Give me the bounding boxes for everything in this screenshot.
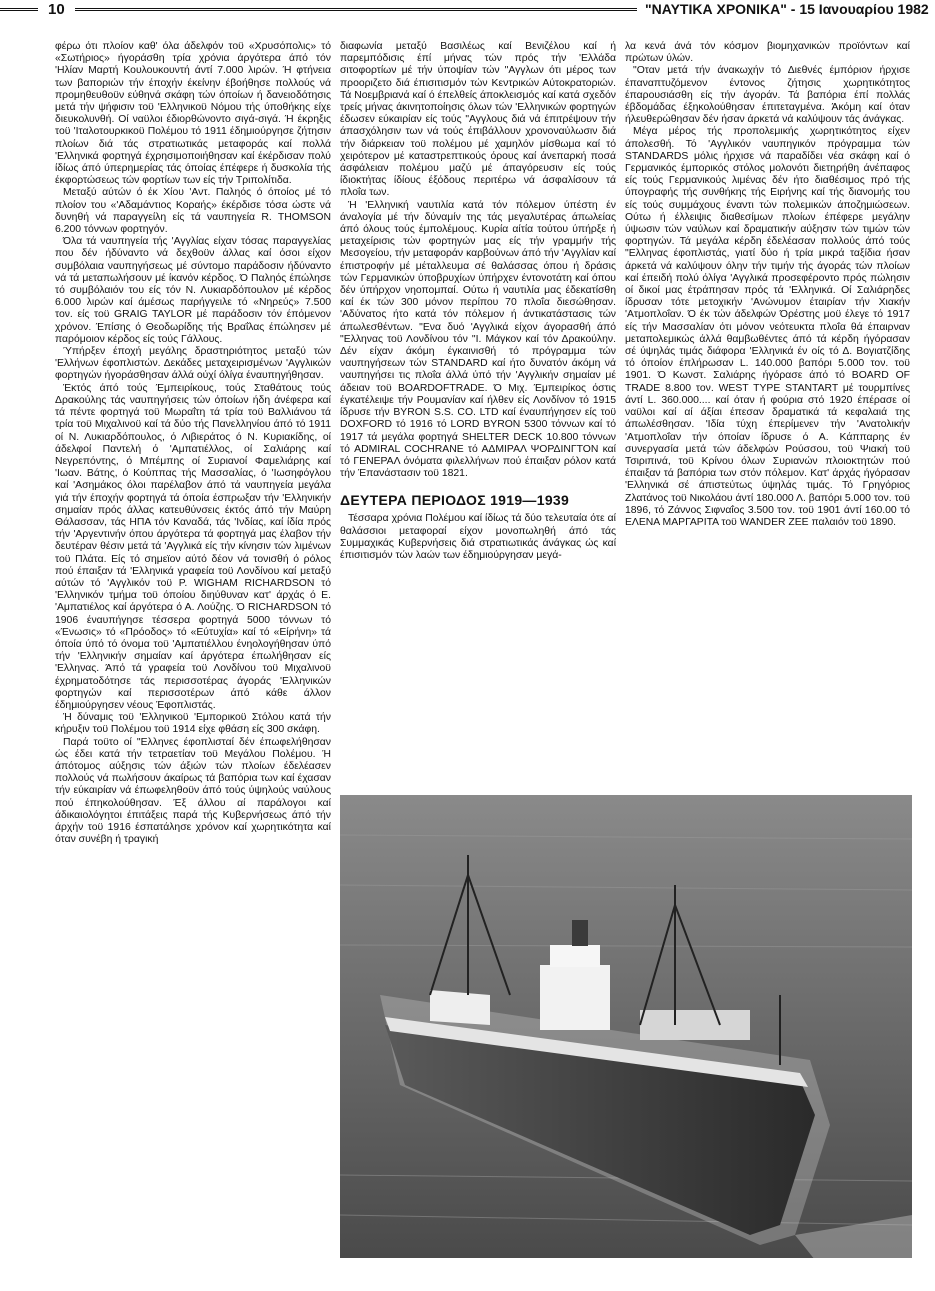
paragraph: Έκτός άπό τούς Έμπειρίκους, τούς Σταθάτους τούς Δρακούλης τάς ναυπηγήσεις τών όποίων ήδη άνέφερα καί τά πέντε φορτηγά τοϋ Μωραΐτη τά τρία τοϋ Βαλλιάνου τά τρία τοϋ Μιχαλινοϋ καί τά δύο τής Πανελληνίου άπό τό 1911 οί Ν. Λυκιαρδόπουλος, ό Λιβιεράτος ό Ν. Κυριακίδης, οί άδελφοί Παντελή ό 'Αμπατιέλλος, οί Σαλιάρης καί Νεγρεπόντης, ό Μπέμπης οί Συριανοί Φαμελιάρης καί 'Ιωαν. Βάτης, ό Κούππας τής Μασσαλίας, ό 'Ιωσηφόγλου καί 'Ασημάκος όλοι παρέλαβον άπό τά ναυπηγεία μεγάλα γιά τήν έποχήν φορτηγά τά όποία έσπρωξαν τήν 'Ελληνικήν σημαίαν πρός άλλας κατευθύνσεις έκτός άπό τήν Μαύρη Θάλασσαν, τάς ΗΠΑ τόν Καναδά, τάς 'Ινδίας, καί ίδία πρός τήν 'Αργεντινήν όπου άργότερα τά φορτηγά μας έλαβον τήν δευτέραν θέσιν μετά τά 'Αγγλικά είς τήν κίνησιν τών λιμένων τοϋ Πλάτα. Είς τό σημεϊον αύτό δέον νά τονισθή ό ρόλος πού έπαιξαν τά 'Ελληνικά γραφεία τοϋ Λονδίνου καί μεταξύ αύτών τό 'Αγγλικόν τοϋ P. WIGHAM RICHARDSON τό 'Ελληνικόν τμήμα τοϋ όποίου διηύθυναν κατ' άρχάς ό Ε. 'Αμπατιέλος καί άργότερα ό Α. Λούζης. Ό RICHARDSON τό 1906 έναυπήγησε τέσσερα φορτηγά 5000 τόννων τό «Ένωσις» τό «Πρόοδος» τό «Εύτυχία» καί τό «Είρήνη» τά όποία ύπό τό όνομα τοϋ 'Αμπατιέλλου ένηολογήθησαν ύπό τήν 'Ελληνικήν σημαίαν καί άργότερα έπωλήθησαν είς 'Ελληνας. Άπό τά γραφεία τοϋ Λονδίνου τοϋ Μιχαλινοϋ έχρηματοδότησε τάς περισσοτέρας άγοράς 'Ελληνικών φορτηγών καί περισσοτέρων άπό κάθε άλλον έδημιούργησεν νέους Έφοπλιστάς. [55, 382, 331, 711]
ship-illustration [340, 795, 912, 1258]
paragraph: Ή δύναμις τοϋ 'Ελληνικοϋ 'Εμπορικοϋ Στόλου κατά τήν κήρυξιν τοϋ Πολέμου τοϋ 1914 είχε φθάση είς 300 σκάφη. [55, 712, 331, 736]
paragraph: λα κενά άνά τόν κόσμον βιομηχανικών προϊόντων καί πρώτων ύλών. [625, 41, 910, 65]
header-rule-middle [75, 8, 637, 11]
paragraph: Ύπήρξεν έποχή μεγάλης δραστηριότητος μεταξύ τών 'Ελλήνων έφοπλιστών. Δεκάδες μεταχειρισμένων 'Αγγλικών φορτηγών ήγοράσθησαν άλλά ούχί όλίγα έναυπηγήθησαν. [55, 346, 331, 382]
header-rule-left [0, 8, 38, 11]
page-header [0, 0, 935, 22]
column-3 [625, 41, 910, 529]
paragraph: Παρά τοϋτο οί "Ελληνες έφοπλισταί δέν έπωφελήθησαν ώς έδει κατά τήν τετραετίαν τοϋ Μεγάλου Πολέμου. Ή άπότομος αύξησις τών άξιών τών πλοίων έδελέασεν πολλούς νά πωλήσουν άκαίρως τά βαπόρια των καί έχασαν τήν εύκαιρίαν νά έπωφεληθοϋν άπό τούς ύψηλούς ναύλους πού έπηκολούθησαν. Έξ άλλου αί παράλογοι καί άδικαιολόγητοι έπιτάξεις παρά τής Κυβερνήσεως άπό τήν άρχήν τοϋ 1916 έσπατάλησε χρόνον καί χωρητικότητα καί όταν συνέβη ή τραγική [55, 736, 331, 846]
column-1 [55, 41, 331, 846]
publication-title: "ΝΑΥΤΙΚΑ ΧΡΟΝΙΚΑ" - 15 Ιανουαρίου 1982 [645, 1, 929, 17]
page-number: 10 [48, 1, 65, 18]
paragraph: φέρω ότι πλοίον καθ' όλα άδελφόν τοϋ «Χρυσόπολις» τό «Σωτήριος» ήγοράσθη τρία χρόνια άργότερα άπό τόν 'Ηλίαν Μαρτή Κουλουκουντή άντί 7.000 λιρών. Ή φτήνεια των βαποριών τήν έποχήν έκείνην έβοήθησε πολλούς νά προμηθευθοϋν εύθηνά σκάφη τών όποίων ή δανειοδότησις μετά τήν ψήφισιν τοϋ 'Ελληνικοϋ Νόμου τής ύποθήκης είχε διευκολυνθή. Οί ναϋλοι έδιορθώνοντο σιγά-σιγά. Ή έκρηξις τοϋ 'Ιταλοτουρκικοϋ Πολέμου τό 1911 έδημιούργησε ζήτησιν πλοίων διά τάς στρατιωτικάς μεταφοράς καί πολλά 'Ελληνικά φορτηγά έχρησιμοποιήθησαν καί έκέρδισαν πολύ ίδίως άπό ύπερημερίας τάς όποίας έπέφερε ή δυσκολία τής έκφορτώσεως τών φορτίων των είς τήν Τριπολίτιδα. [55, 41, 331, 187]
paragraph: Ή 'Ελληνική ναυτιλία κατά τόν πόλεμον ύπέστη έν άναλογία μέ τήν δύναμίν της τάς μεγαλυτέρας άπωλείας άπό όλους τούς έμπολέμους. Κυρία αίτία τούτου ύπήρξε ή μεταχείρισις τών φορτηγών μας είς τήν γραμμήν τής Μεσογείου, τήν μεταφοράν καρβούνων άπό τήν 'Αγγλίαν καί έπιστροφήν μέ μέταλλευμα σέ θαλάσσας όπου ή δράσις τών Γερμανικών ύποβρυχίων ύπήρχεν έντονοτάτη καί όπου δέν ύπήρχον νηοπομπαί. Ούτω ή ναυτιλία μας έδεκατίσθη καί έκ τών 300 μόνον περίπου 70 πλοΐα διεσώθησαν. 'Αδύνατος ήτο κατά τόν πόλεμον ή άντικατάστασις τών άπωλεσθέντων. "Ενα δυό 'Αγγλικά είχον άγορασθή άπό "Ελληνας τοϋ Λονδίνου τόν "Ι. Μάγκον καί τόν Δρακούλην. Δέν είχαν άκόμη έγκαινισθή τό πρόγραμμα τών ναυπηγήσεων τών STANDARD καί ήτο δυνατόν άκόμη νά ναυπηγήσει τις πλοΐα άλλά ύπό τήν 'Αγγλικήν σημαίαν μέ άδειαν τοϋ BOARDOFTRADE. Ό Μιχ. Έμπειρίκος όστις έγκατέλειψε τήν Ρουμανίαν καί ήλθεν είς Λονδίνον τό 1915 ίδρυσε τήν BYRON S.S. CO. LTD καί έναυπήγησεν είς τοϋ DOXFORD τό 1916 τό LORD BYRON 5300 τόννων καί τό 1917 τά μεγάλα φορτηγά SHELTER DECK 10.800 τόννων τό ADMIRAL COCHRANE τό ΑΔΜΙΡΑΛ ΨΟΡΔΙΝΓΤΟΝ καί τό ΓΕΝΕΡΑΛ όνόματα φιλελλήνων πού έπαιξαν ρόλον κατά τήν Έπανάστασιν τοϋ 1821. [340, 199, 616, 480]
paragraph: Όλα τά ναυπηγεία τής 'Αγγλίας είχαν τόσας παραγγελίας που δέν ήδύναντο νά δεχθοϋν άλλας καί όσοι είχον συμβόλαια ναυπηγήσεως μέ σύντομο παράδοσιν ήδύναντο νά τά μεταπωλήσουν μέ ίκανόν κέρδος. Ό Παληός έπώλησε τό συμβόλαιόν του είς τόν Ν. Λυκιαρδόπουλον μέ κέρδος 6.000 λιρών καί άμέσως παρήγγειλε τό «Νηρεύς» 7.500 τον. είς τοϋ GRAIG TAYLOR μέ παράδοσιν τόν έπόμενον χρόνον. Έπίσης ό Θεοδωρίδης τής Βραΐλας έπώλησεν μέ παρόμοιον κέρδος είς τούς Γάλλους. [55, 236, 331, 345]
paragraph: Μέγα μέρος τής προπολεμικής χωρητικότητος είχεν άπολεσθή. Τό 'Αγγλικόν ναυπηγικόν πρόγραμμα τών STANDARDS μόλις ήρχισε νά παραδίδει νέα σκάφη καί ό Γερμανικός έμπορικός στόλος μολονότι διετηρήθη άνέπαφος είς τούς Γερμανικούς λιμένας δέν ήτο διαθέσιμος πρό τής ύπογραφής τής συνθήκης τής Ειρήνης καί τής διανομής του είς τούς συμμάχους έναντι τών πολεμικών άποζημιώσεων. Ούτω ή έλλειψις διαθεσίμων πλοίων έπέφερε μεγάλην ύψωσιν τών ναύλων καί δραματικήν αύξησιν τών τιμών τών φορτηγών. Τά μεγάλα κέρδη έδελέασαν πολλούς άπό τούς "Ελληνας έφοπλιστάς, γιατί δύο ή τρία μικρά ταξίδια ήσαν άρκετά νά καλύψουν όλην τήν τιμήν τής άγοράς τών πλοίων καί έπειδή πολύ όλίγα 'Αγγλικά προσεφέροντο πρός πώλησιν οί δικοί μας έτράπησαν πρός τά 'Ελληνικά. Οί Σαλιάρηδες ίδρυσαν τότε μετοχικήν 'Ανώνυμον έταιρίαν τήν Χιακήν 'Ατμοπλοΐαν. Ό έκ τών άδελφών Όρέστης μοϋ έλεγε τό 1917 είς τήν Μασσαλίαν ότι μόνον νεότευκτα πλοΐα θά έπαιρναν μεταπολεμικώς άλλά θαμβωθέντες άπό τά κέρδη ήγόρασαν σέ ύψηλάς τιμάς διάφορα 'Ελληνικά έν οίς τό Δ. Βογιατζίδης τό όποίον έπλήρωσαν L. 140.000 βαπόρι 5.000 τον. τοϋ 1901. Ό Κωνστ. Σαλιάρης ήγόρασε άπό τό BOARD OF TRADE 8.800 τον. WEST TYPE STANTART μέ τουρμπίνες άντί L. 360.000.... καί όταν ή φούρια στό 1920 έπέρασε οί ναϋλοι καί αί άξίαι έπεσαν δραματικά τά κεφαλαιά της άπωλέσθησαν. 'Ιδία τύχη έπερίμενεν τήν 'Ανατολικήν 'Ατμοπλοΐαν τήν όποίαν ίδρυσε ό Α. Κάππαρης έν συνεργασία μετά τών άδελφών Ρούσσου, τοϋ Ψιακή τοϋ Τσιριπινά, τοϋ Κρίνου όλων Συριανών πλοιοκτητών πού έπαιξαν τά βαπόρια των στόν πόλεμον. Κατ' άρχάς ήγόρασαν 'Ελληνικά σέ άπιστεύτως ύψηλάς τιμάς. Τό Γρηγόριος Ζλατάνος τοϋ Νικολάου άντί 180.000 Λ. βαπόρι 5.000 τον. τοϋ 1896, τό Ζάννος Σιφναΐος 3.500 τον. τοϋ 1901 άντί 160.00 τό ΕΛΕΝΑ ΜΑΡΓΑΡΙΤΑ τοϋ WANDER ZEE παλαιόν τοϋ 1890. [625, 126, 910, 528]
section-title: ΔΕΥΤΕΡΑ ΠΕΡΙΟΔΟΣ 1919—1939 [340, 492, 570, 509]
paragraph: διαφωνία μεταξύ Βασιλέως καί Βενιζέλου καί ή παρεμπόδισις έπί μήνας τών πρός τήν 'Ελλάδα σιτοφορτίων μέ τήν ύποψίαν τών "Αγγλων ότι μέρος των προοριζετο διά έπισιτισμόν τών Κεντρικών Αύτοκρατοριών. Τά Νοεμβριανά καί ό έπελθείς άποκλεισμός καί κατά σχεδόν τρείς μήνας άκινητοποίησις όλων τών 'Ελληνικών φορτηγών έδωσεν εύκαιρίαν είς τούς "Αγγλους διά νά έπιτρέψουν τήν άπασχόλησιν των νά τούς έπιβάλλουν χρονοναύλωσιν διά τήν διάρκειαν τοϋ πολέμου μέ χαμηλόν μίσθωμα καί τό χειρότερον μέ καταστρεπτικούς όρους καί άνεπαρκή ποσά άσφάλειαν πολέμου μαζύ μέ άπαγόρευσιν είς τούς ίδιοκτήτας ίδίους έξόδους περιτέρω νά άσφαλίσουν τά πλοΐα των. [340, 41, 616, 199]
paragraph: Μεταξύ αύτών ό έκ Χίου 'Αντ. Παληός ό όποίος μέ τό πλοίον του «'Αδαμάντιος Κοραής» έκέρδισε τόσα ώστε νά δυνηθή νά παραγγείλη είς τά ναυπηγεία R. THOMSON 6.200 τόννων φορτηγόν. [55, 187, 331, 236]
column-2 [340, 41, 616, 562]
paragraph: "Οταν μετά τήν άνακωχήν τό Διεθνές έμπόριον ήρχισε έπαναπτυζόμενον έντονος ζήτησις χωρητικότητος έπαρουσιάσθη είς τήν άγοράν. Τά βαπόρια έπί πολλάς έβδομάδας έξηκολούθησαν έπιτεταγμένα. Άκόμη καί όταν ήλευθερώθησαν δέν ήσαν άρκετά νά καλύψουν τάς άνάγκας. [625, 65, 910, 126]
ship-photo [340, 795, 912, 1258]
paragraph: Τέσσαρα χρόνια Πολέμου καί ίδίως τά δύο τελευταία ότε αί θαλάσσιοι μεταφοραί είχον μονοπωληθή άπό τάς Συμμαχικάς Κυβερνήσεις διά στρατιωτικάς άνάγκας ώς καί έπισιτισμόν τών λαών των έδημιούργησαν μεγά- [340, 513, 616, 561]
